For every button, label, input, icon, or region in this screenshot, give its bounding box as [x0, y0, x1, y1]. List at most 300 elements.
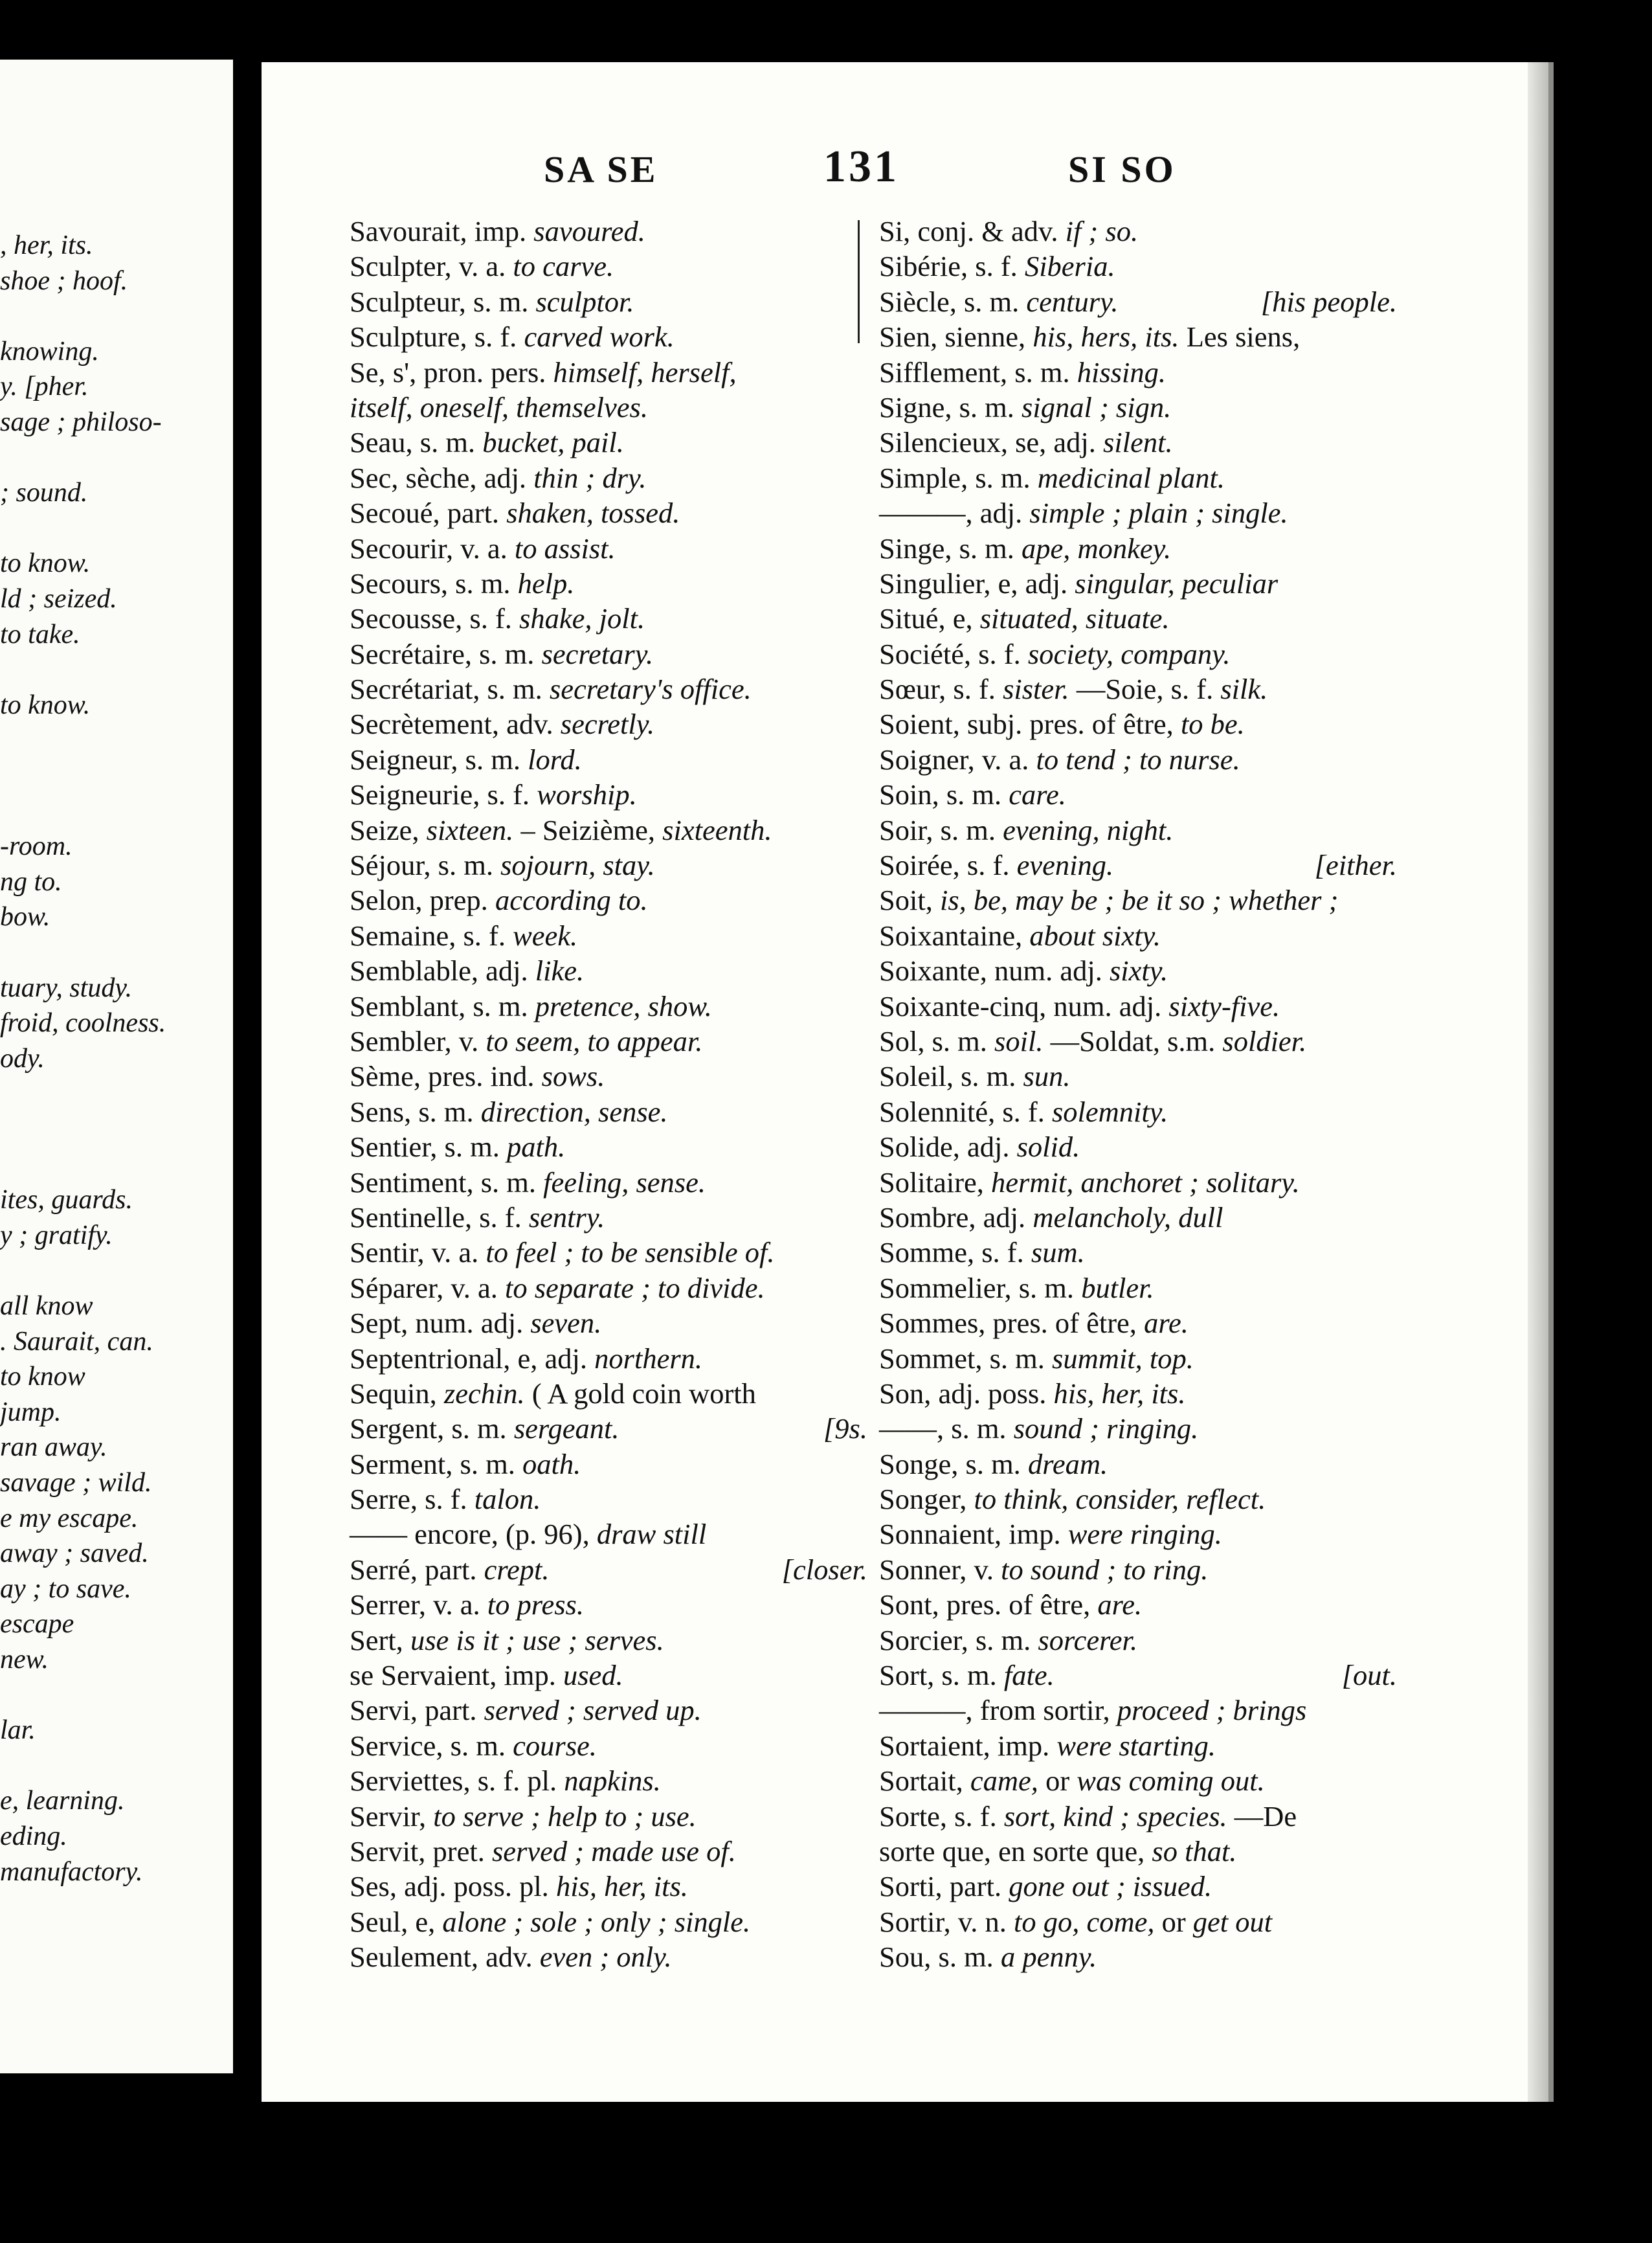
entry-translation: carved work. [524, 321, 675, 354]
entry-translation: so that. [1152, 1834, 1237, 1867]
entry-headword: Secoué, part. [350, 497, 507, 530]
dictionary-entry [350, 742, 867, 777]
dictionary-entry [350, 1552, 867, 1587]
entry-headword: Les siens, [1186, 321, 1300, 354]
entry-translation: about sixty. [1029, 919, 1161, 952]
left-fragment-line: savage ; wild. [0, 1468, 152, 1498]
entry-translation: to tend ; to nurse. [1036, 743, 1240, 776]
dictionary-entry [879, 1305, 1397, 1340]
entry-translation: direction, sense. [480, 1095, 668, 1128]
dictionary-entry [879, 813, 1397, 848]
entry-translation: according to. [495, 884, 648, 917]
entry-translation: week. [513, 919, 578, 952]
entry-translation: sound ; ringing. [1013, 1412, 1199, 1445]
dictionary-entry [350, 425, 867, 460]
entry-headword: Serment, s. m. [350, 1447, 522, 1480]
entry-translation: to separate ; to divide. [504, 1271, 765, 1304]
entry-translation: if ; so. [1065, 215, 1139, 247]
dictionary-entry [879, 1059, 1397, 1094]
left-fragment-line: e, learning. [0, 1786, 125, 1816]
entry-headword: Sorcier, s. m. [879, 1623, 1038, 1656]
left-fragment-line: ; sound. [0, 478, 88, 508]
entry-headword: Selon, prep. [350, 884, 495, 917]
dictionary-entry [879, 390, 1397, 425]
entry-headword: Sculpter, v. a. [350, 250, 513, 283]
entry-translation: sixty-five. [1168, 989, 1280, 1022]
page-edge [1528, 62, 1548, 2102]
entry-translation: like. [535, 954, 585, 987]
dictionary-entry [879, 989, 1397, 1024]
dictionary-entry [879, 883, 1397, 918]
entry-translation: use is it ; use ; serves. [410, 1623, 664, 1656]
entry-translation: to sound ; to ring. [1001, 1553, 1209, 1586]
left-fragment-line: escape [0, 1609, 74, 1640]
entry-translation: course. [513, 1729, 597, 1762]
entry-translation: care. [1009, 778, 1066, 811]
entry-translation: himself, herself, [553, 355, 737, 389]
entry-headword: Secrétariat, s. m. [350, 673, 550, 706]
entry-translation: sum. [1031, 1236, 1085, 1269]
dictionary-entry [350, 1200, 867, 1235]
dictionary-entry [879, 460, 1397, 495]
entry-translation: lord. [528, 743, 582, 776]
entry-translation: thin ; dry. [533, 461, 647, 494]
entry-translation: zechin. [443, 1377, 532, 1410]
entry-translation: butler. [1081, 1271, 1154, 1304]
entry-translation: sister. [1003, 673, 1077, 706]
entry-headword: Serre, s. f. [350, 1483, 474, 1516]
left-fragment-line: to take. [0, 619, 80, 649]
entry-translation: sentry. [528, 1200, 605, 1234]
dictionary-entry [879, 1482, 1397, 1516]
entry-headword: Semaine, s. f. [350, 919, 513, 952]
entry-translation: is, be, may be ; be it so ; whether ; [939, 884, 1339, 917]
entry-headword: Septentrional, e, adj. [350, 1342, 595, 1375]
entry-headword: – Seizième, [520, 813, 663, 846]
dictionary-entry [350, 989, 867, 1024]
dictionary-entry [350, 1939, 867, 1974]
entry-continuation: [out. [1341, 1659, 1397, 1692]
entry-headword: Silencieux, se, adj. [879, 426, 1104, 459]
dictionary-entry [350, 1482, 867, 1516]
entry-headword: ——, s. m. [879, 1412, 1014, 1445]
entry-translation: seven. [530, 1307, 602, 1340]
entry-headword: Se, s', pron. pers. [350, 355, 553, 389]
entry-headword: se Servaient, imp. [350, 1659, 563, 1692]
entry-headword: Secourir, v. a. [350, 532, 515, 565]
dictionary-entry [879, 848, 1397, 883]
entry-headword: Soin, s. m. [879, 778, 1009, 811]
entry-headword: Sculpteur, s. m. [350, 285, 536, 318]
entry-headword: Sifflement, s. m. [879, 355, 1077, 389]
entry-headword: Séparer, v. a. [350, 1271, 505, 1304]
entry-headword: Soixante, num. adj. [879, 954, 1110, 987]
entry-translation: summit, top. [1052, 1342, 1194, 1375]
entry-translation: a penny. [1000, 1941, 1097, 1974]
entry-headword: Sorte, s. f. [879, 1799, 1004, 1832]
entry-headword: —Soldat, s.m. [1050, 1024, 1223, 1057]
entry-headword: ———, adj. [879, 497, 1030, 530]
dictionary-entry [350, 883, 867, 918]
dictionary-entry [350, 1235, 867, 1270]
entry-headword: Sequin, [350, 1377, 444, 1410]
dictionary-entry [350, 214, 867, 249]
entry-translation: secretly. [560, 708, 655, 741]
dictionary-entry [350, 777, 867, 812]
entry-headword: Si, conj. & adv. [879, 215, 1066, 247]
dictionary-entry [350, 1129, 867, 1164]
entry-translation: were ringing. [1067, 1518, 1222, 1551]
dictionary-entry [350, 813, 867, 848]
dictionary-entry [879, 1129, 1397, 1164]
left-fragment-line: shoe ; hoof. [0, 265, 128, 296]
entry-translation: served ; made use of. [491, 1834, 736, 1867]
dictionary-entry [350, 390, 867, 425]
entry-translation: used. [563, 1659, 623, 1692]
entry-translation: ape, monkey. [1021, 532, 1172, 565]
entry-translation: bucket, pail. [482, 426, 624, 459]
dictionary-entry [879, 566, 1397, 601]
entry-translation: came, [970, 1764, 1046, 1798]
dictionary-entry [350, 848, 867, 883]
entry-translation: his, her, its. [555, 1870, 688, 1903]
entry-headword: Société, s. f. [879, 637, 1028, 670]
dictionary-entry [879, 1376, 1397, 1411]
entry-translation: to be. [1180, 708, 1245, 741]
left-fragment-line: froid, coolness. [0, 1008, 166, 1039]
dictionary-entry [350, 249, 867, 284]
entry-headword: Seigneurie, s. f. [350, 778, 537, 811]
dictionary-entry [879, 1623, 1397, 1658]
entry-translation: to think, consider, reflect. [974, 1483, 1266, 1516]
entry-translation: sort, kind ; species. [1003, 1799, 1234, 1832]
entry-translation: sixty. [1109, 954, 1168, 987]
left-fragment-line: lar. [0, 1715, 36, 1746]
left-page-fragment [0, 60, 233, 2073]
left-column [350, 214, 867, 1975]
entry-headword: or [1045, 1764, 1077, 1798]
entry-headword: Sentiment, s. m. [350, 1166, 544, 1199]
entry-translation: sun. [1023, 1060, 1071, 1093]
left-fragment-line: ran away. [0, 1432, 107, 1463]
dictionary-entry [350, 1904, 867, 1939]
entry-translation: proceed ; brings [1117, 1694, 1307, 1727]
entry-translation: itself, oneself, themselves. [350, 390, 648, 423]
entry-headword: —De [1234, 1799, 1297, 1832]
entry-translation: shake, jolt. [519, 602, 645, 635]
dictionary-entry [350, 1094, 867, 1129]
dictionary-entry [350, 1834, 867, 1869]
left-fragment-line: new. [0, 1645, 49, 1674]
entry-headword: —— encore, (p. 96), [350, 1518, 597, 1551]
dictionary-entry [350, 953, 867, 988]
entry-translation: simple ; plain ; single. [1029, 497, 1288, 530]
dictionary-entry [350, 460, 867, 495]
entry-headword: Sept, num. adj. [350, 1307, 531, 1340]
entry-translation: to carve. [513, 250, 614, 283]
dictionary-entry [350, 1763, 867, 1798]
entry-translation: oath. [522, 1447, 581, 1480]
entry-translation: society, company. [1027, 637, 1231, 670]
left-fragment-line: ody. [0, 1043, 45, 1074]
entry-translation: worship. [537, 778, 637, 811]
dictionary-entry [879, 601, 1397, 636]
entry-headword: Siècle, s. m. [879, 285, 1027, 318]
entry-translation: to press. [487, 1588, 584, 1621]
entry-headword: ———, from sortir, [879, 1694, 1117, 1727]
left-fragment-line: ites, guards. [0, 1185, 133, 1215]
entry-headword: Semblant, s. m. [350, 989, 535, 1022]
left-fragment-line: y ; gratify. [0, 1220, 113, 1250]
entry-headword: Sens, s. m. [350, 1095, 481, 1128]
entry-headword: Seize, [350, 813, 427, 846]
entry-headword: Servit, pret. [350, 1834, 492, 1867]
entry-translation: to feel ; to be sensible of. [486, 1236, 775, 1269]
entry-translation: draw still [596, 1518, 707, 1551]
entry-headword: Service, s. m. [350, 1729, 513, 1762]
left-fragment-line: , her, its. [0, 231, 93, 260]
dictionary-entry [879, 1799, 1397, 1834]
entry-translation: talon. [474, 1483, 541, 1516]
entry-headword: Sombre, adj. [879, 1200, 1033, 1234]
entry-translation: hissing. [1077, 355, 1166, 389]
left-fragment-line: knowing. [0, 336, 99, 366]
dictionary-entry [879, 1341, 1397, 1376]
left-fragment-line: ng to. [0, 866, 62, 897]
left-fragment-line: to know. [0, 690, 91, 720]
dictionary-entry [879, 1516, 1397, 1551]
entry-headword: Ses, adj. poss. pl. [350, 1870, 556, 1903]
entry-headword: Serviettes, s. f. pl. [350, 1764, 564, 1798]
entry-translation: to serve ; help to ; use. [433, 1799, 697, 1832]
entry-translation: soldier. [1222, 1024, 1307, 1057]
dictionary-entry [350, 1024, 867, 1059]
dictionary-entry [879, 495, 1397, 530]
entry-headword: Sortait, [879, 1764, 970, 1798]
entry-headword: Seul, e, [350, 1905, 443, 1938]
entry-headword: Sembler, v. [350, 1024, 486, 1057]
entry-translation: secretary. [541, 637, 654, 670]
entry-headword: Sentier, s. m. [350, 1131, 507, 1164]
entry-translation: path. [506, 1131, 566, 1164]
entry-translation: fate. [1003, 1659, 1055, 1692]
entry-headword: Séjour, s. m. [350, 849, 501, 882]
entry-translation: are. [1097, 1588, 1143, 1621]
dictionary-entry [879, 1411, 1397, 1446]
entry-headword: Soir, s. m. [879, 813, 1003, 846]
entry-headword: Sien, sienne, [879, 321, 1033, 354]
dictionary-entry [350, 1658, 867, 1693]
entry-headword: Savourait, imp. [350, 215, 534, 247]
dictionary-entry [879, 1200, 1397, 1235]
entry-translation: signal ; sign. [1021, 390, 1172, 423]
entry-headword: Serrer, v. a. [350, 1588, 487, 1621]
dictionary-entry [879, 1024, 1397, 1059]
left-fragment-line: bow. [0, 902, 50, 932]
entry-headword: Semblable, adj. [350, 954, 535, 987]
dictionary-entry [350, 1341, 867, 1376]
left-fragment-line: to know [0, 1362, 85, 1392]
entry-translation: sergeant. [513, 1412, 620, 1445]
entry-translation: Siberia. [1024, 250, 1115, 283]
entry-translation: gone out ; issued. [1009, 1870, 1212, 1903]
running-head-left: SA SE [544, 148, 658, 190]
dictionary-entry [350, 1270, 867, 1305]
entry-translation: northern. [594, 1342, 703, 1375]
entry-translation: sojourn, stay. [500, 849, 655, 882]
entry-headword: Secousse, s. f. [350, 602, 520, 635]
entry-headword: Soirée, s. f. [879, 849, 1017, 882]
entry-translation: to assist. [514, 532, 616, 565]
dictionary-entry [350, 1447, 867, 1482]
entry-headword: Singe, s. m. [879, 532, 1022, 565]
entry-translation: to go, come, [1013, 1905, 1162, 1938]
entry-headword: Sœur, s. f. [879, 673, 1003, 706]
left-fragment-line: away ; saved. [0, 1539, 149, 1569]
dictionary-entry [879, 1904, 1397, 1939]
entry-headword: Solitaire, [879, 1166, 992, 1199]
entry-translation: sixteen. [426, 813, 521, 846]
page-edge-shadow [1548, 62, 1554, 2102]
dictionary-entry [879, 1763, 1397, 1798]
entry-headword: sorte que, en sorte que, [879, 1834, 1152, 1867]
left-fragment-line: manufactory. [0, 1856, 143, 1887]
entry-headword: Secrétaire, s. m. [350, 637, 542, 670]
dictionary-entry [879, 284, 1397, 319]
entry-headword: Sec, sèche, adj. [350, 461, 534, 494]
dictionary-entry [879, 1587, 1397, 1622]
dictionary-entry [879, 706, 1397, 741]
entry-translation: solemnity. [1051, 1095, 1168, 1128]
entry-translation: sculptor. [535, 285, 634, 318]
entry-translation: dream. [1027, 1447, 1108, 1480]
dictionary-entry [350, 918, 867, 953]
entry-translation: soil. [994, 1024, 1051, 1057]
left-fragment-line: tuary, study. [0, 973, 133, 1003]
entry-headword: Sortaient, imp. [879, 1729, 1057, 1762]
dictionary-entry [879, 1447, 1397, 1482]
entry-headword: Servi, part. [350, 1694, 484, 1727]
entry-headword: Soit, [879, 884, 940, 917]
entry-translation: get out [1192, 1905, 1273, 1938]
dictionary-entry [879, 425, 1397, 460]
dictionary-entry [350, 1587, 867, 1622]
entry-headword: Sibérie, s. f. [879, 250, 1025, 283]
dictionary-entry [879, 1693, 1397, 1728]
entry-headword: Sou, s. m. [879, 1941, 1001, 1974]
entry-headword: Sentir, v. a. [350, 1236, 486, 1269]
dictionary-entry [350, 1516, 867, 1551]
dictionary-entry [879, 214, 1397, 249]
left-fragment-line: y. [pher. [0, 372, 89, 402]
dictionary-entry [350, 566, 867, 601]
entry-translation: are. [1144, 1307, 1189, 1340]
running-head-right: SI SO [1068, 148, 1176, 190]
entry-headword: Secours, s. m. [350, 567, 518, 600]
entry-headword: Soixante-cinq, num. adj. [879, 989, 1169, 1022]
entry-headword: Signe, s. m. [879, 390, 1022, 423]
entry-headword: Sonnaient, imp. [879, 1518, 1068, 1551]
entry-translation: savoured. [533, 215, 645, 247]
entry-translation: singular, peculiar [1075, 567, 1278, 600]
entry-headword: Sort, s. m. [879, 1659, 1004, 1692]
dictionary-entry [350, 601, 867, 636]
entry-headword: Sont, pres. of être, [879, 1588, 1098, 1621]
entry-headword: Songer, [879, 1483, 974, 1516]
entry-translation: silk. [1220, 673, 1268, 706]
entry-translation: his, hers, its. [1032, 321, 1187, 354]
dictionary-entry [350, 1165, 867, 1200]
dictionary-entry [350, 531, 867, 566]
entry-headword: Soleil, s. m. [879, 1060, 1023, 1093]
dictionary-entry [350, 1799, 867, 1834]
entry-translation: melancholy, dull [1032, 1200, 1223, 1234]
dictionary-entry [879, 671, 1397, 706]
entry-headword: Sert, [350, 1623, 410, 1656]
dictionary-entry [350, 1623, 867, 1658]
entry-headword: Songe, s. m. [879, 1447, 1028, 1480]
dictionary-entry [879, 1552, 1397, 1587]
entry-translation: feeling, sense. [543, 1166, 706, 1199]
entry-headword: Sergent, s. m. [350, 1412, 514, 1445]
dictionary-entry [350, 1869, 867, 1904]
entry-translation: situated, situate. [979, 602, 1170, 635]
entry-headword: Singulier, e, adj. [879, 567, 1075, 600]
book-gutter [233, 60, 262, 2073]
dictionary-entry [350, 671, 867, 706]
dictionary-entry [350, 284, 867, 319]
entry-translation: evening, night. [1003, 813, 1174, 846]
entry-headword: Sentinelle, s. f. [350, 1200, 529, 1234]
entry-translation: alone ; sole ; only ; single. [442, 1905, 751, 1938]
dictionary-entry [350, 355, 867, 390]
entry-translation: century. [1026, 285, 1119, 318]
entry-headword: Seigneur, s. m. [350, 743, 528, 776]
dictionary-entry [879, 1728, 1397, 1763]
dictionary-entry [879, 1270, 1397, 1305]
left-fragment-line: all know [0, 1291, 93, 1321]
right-column [879, 214, 1397, 1975]
entry-translation: shaken, tossed. [506, 497, 680, 530]
entry-continuation: [closer. [781, 1553, 867, 1586]
dictionary-entry [350, 637, 867, 671]
dictionary-entry [350, 1059, 867, 1094]
dictionary-entry [350, 1693, 867, 1728]
left-fragment-line: -room. [0, 831, 73, 862]
dictionary-entry [879, 953, 1397, 988]
entry-headword: Somme, s. f. [879, 1236, 1031, 1269]
left-fragment-line: eding. [0, 1821, 67, 1851]
entry-headword: or [1161, 1905, 1193, 1938]
entry-headword: Soigner, v. a. [879, 743, 1036, 776]
dictionary-entry [879, 1094, 1397, 1129]
entry-translation: were starting. [1056, 1729, 1216, 1762]
entry-headword: Seau, s. m. [350, 426, 483, 459]
left-fragment-line: ld ; seized. [0, 584, 117, 614]
entry-headword: Sorti, part. [879, 1870, 1009, 1903]
entry-translation: napkins. [564, 1764, 661, 1798]
entry-headword: ( A gold coin worth [531, 1377, 756, 1410]
dictionary-entry [879, 1834, 1397, 1869]
entry-continuation: [his people. [1260, 285, 1397, 318]
dictionary-entry [879, 918, 1397, 953]
entry-translation: sixteenth. [662, 813, 772, 846]
left-fragment-line: to know. [0, 548, 91, 579]
left-fragment-line: ay ; to save. [0, 1573, 131, 1604]
entry-headword: —Soie, s. f. [1076, 673, 1221, 706]
left-fragment-line: e my escape. [0, 1503, 139, 1533]
dictionary-entry [350, 706, 867, 741]
